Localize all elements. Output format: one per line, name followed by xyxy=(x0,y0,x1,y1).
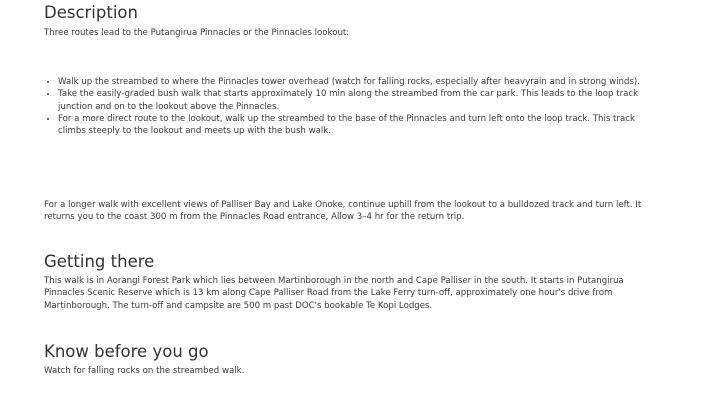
route-item: • Walk up the streambed to where the Pinnacles tower overhead (watch for falling rocks, especially after heavyrain and in strong winds). xyxy=(58,76,658,88)
route-item: • Take the easily-graded bush walk that starts approximately 10 min along the streambed from the car park. This leads to the loop track junction and on to the lookout above the Pinnacles. xyxy=(58,88,658,113)
routes-list xyxy=(44,76,658,137)
getting-there-heading: Getting there xyxy=(44,252,155,271)
know-before-heading: Know before you go xyxy=(44,342,209,361)
know-before-paragraph: Watch for falling rocks on the streambed walk. xyxy=(44,366,245,376)
description-intro: Three routes lead to the Putangirua Pinnacles or the Pinnacles lookout: xyxy=(44,28,350,38)
getting-there-paragraph: This walk is in Aorangi Forest Park which lies between Martinborough in the north and Cape Palliser in the south. It starts in Putangirua Pinnacles Scenic Reserve which is 13 km along Cape Palliser Road from the Lake Ferry turn-off, approximately one hour's drive from Martinborough. The turn-off and campsite are 500 m past DOC's bookable Te Kopi Lodges. xyxy=(44,276,624,311)
longer-walk-paragraph: For a longer walk with excellent views of Palliser Bay and Lake Onoke, continue uphill from the lookout to a bulldozed track and turn left. It returns you to the coast 300 m from the Pinnacles Road entrance, Allow 3–4 hr for the return trip. xyxy=(44,200,642,223)
description-heading: Description xyxy=(44,3,138,22)
route-item: • For a more direct route to the lookout, walk up the streambed to the base of the Pinnacles and turn left onto the loop track. This track climbs steeply to the lookout and meets up with the bush walk. xyxy=(58,113,658,138)
